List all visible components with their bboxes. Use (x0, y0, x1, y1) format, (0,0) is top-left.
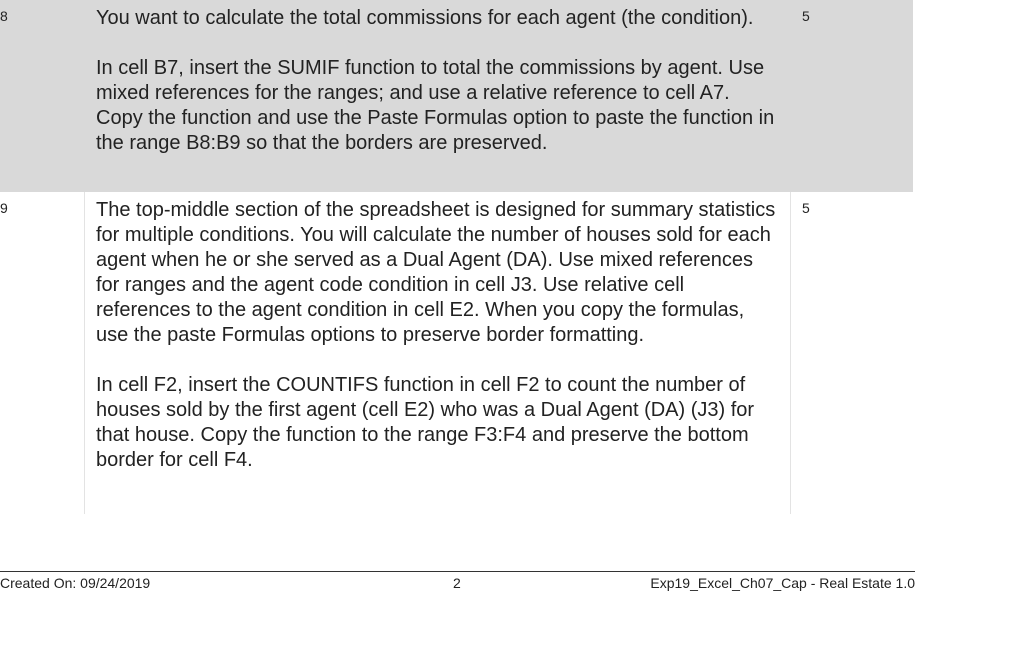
instruction-paragraph: In cell B7, insert the SUMIF function to total the commissions by agent. Use mixed references for the ranges; and use a relative reference to cell A7. Copy the function and use the Paste Formulas option to paste the function in the range B8:B9 so that the borders are preserved. (96, 57, 775, 154)
footer-created-date: Created On: 09/24/2019 (0, 575, 151, 591)
step-instructions (85, 0, 791, 192)
instruction-paragraph: You want to calculate the total commissions for each agent (the condition). (96, 7, 754, 29)
page-footer (0, 575, 915, 593)
table-row-step-9 (0, 192, 913, 514)
footer-divider (0, 571, 915, 572)
step-number: 9 (0, 192, 85, 514)
footer-document-title: Exp19_Excel_Ch07_Cap - Real Estate 1.0 (650, 575, 915, 591)
step-points: 5 (802, 200, 810, 216)
step-instructions (85, 192, 791, 514)
step-number: 8 (0, 8, 8, 24)
step-points: 5 (802, 8, 810, 24)
table-row-step-8 (0, 0, 913, 192)
instruction-paragraph: In cell F2, insert the COUNTIFS function in cell F2 to count the number of houses sold by the first agent (cell E2) who was a Dual Agent (DA) (J3) for that house. Copy the function to the range F3:F4 and preserve the bottom border for cell F4. (96, 374, 755, 471)
instruction-paragraph: The top-middle section of the spreadsheet is designed for summary statistics for multiple conditions. You will calculate the number of houses sold for each agent when he or she served as a Dual Agent (DA). Use mixed references for ranges and the agent code condition in cell J3. Use relative cell references to the agent condition in cell E2. When you copy the formulas, use the paste Formulas options to preserve border formatting. (96, 199, 776, 346)
footer-page-number: 2 (453, 575, 461, 591)
